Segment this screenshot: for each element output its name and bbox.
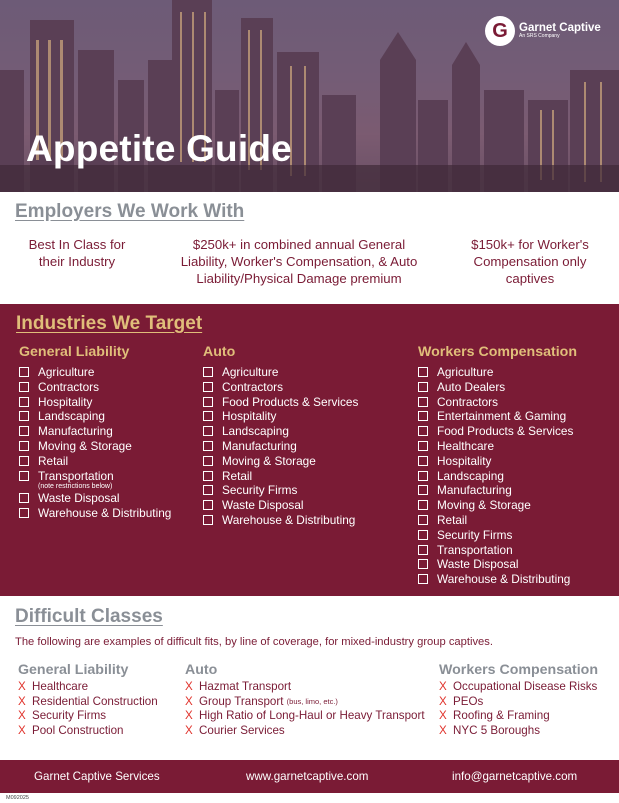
checkbox-icon [203, 382, 213, 392]
checkbox-icon [19, 441, 29, 451]
checklist-item: Waste Disposal [203, 498, 358, 513]
footer-company: Garnet Captive Services [34, 770, 160, 783]
checklist-item: Contractors [19, 380, 171, 395]
checkbox-icon [19, 411, 29, 421]
checkbox-icon [418, 456, 428, 466]
gl-difficult-title: General Liability [18, 662, 129, 678]
checklist-item: Manufacturing [19, 424, 171, 439]
x-icon: X [185, 694, 193, 708]
checkbox-icon [203, 456, 213, 466]
x-icon: X [18, 724, 26, 738]
brand-logo-icon: G [485, 16, 515, 46]
checkbox-icon [418, 545, 428, 555]
footer [0, 760, 619, 793]
checkbox-icon [418, 471, 428, 481]
wc-difficult-column [439, 662, 598, 739]
checkbox-icon [19, 508, 29, 518]
x-icon: X [185, 709, 193, 723]
x-icon: X [18, 709, 26, 723]
difficult-item: X High Ratio of Long-Haul or Heavy Transport [185, 709, 425, 723]
checklist-item: Agriculture [418, 365, 577, 380]
checkbox-icon [418, 367, 428, 377]
difficult-item: X Courier Services [185, 724, 285, 738]
checklist-item: Moving & Storage [418, 498, 577, 513]
checklist-item: Transportation [418, 543, 577, 558]
x-icon: X [439, 709, 447, 723]
difficult-item: X PEOs [439, 694, 484, 708]
difficult-classes-heading: Difficult Classes [15, 606, 163, 627]
difficult-item: X NYC 5 Boroughs [439, 724, 540, 738]
checklist-item: Retail [203, 469, 358, 484]
checklist-item: Hospitality [19, 395, 171, 410]
auto-target-column [203, 344, 358, 528]
employer-criterion: $250k+ in combined annual General Liability, Worker's Compensation, & Auto Liability/Physical Damage premium [180, 237, 418, 286]
checkbox-icon [203, 411, 213, 421]
checklist-item: Agriculture [203, 365, 358, 380]
wc-difficult-title: Workers Compensation [439, 662, 598, 678]
x-icon: X [185, 724, 193, 738]
checkbox-icon [418, 500, 428, 510]
checklist-item: Security Firms [418, 528, 577, 543]
checkbox-icon [19, 382, 29, 392]
checklist-item: Moving & Storage [203, 454, 358, 469]
employer-criterion: $150k+ for Worker's Compensation only captives [471, 237, 589, 286]
checkbox-icon [203, 367, 213, 377]
footer-email-link[interactable]: info@garnetcaptive.com [452, 770, 578, 783]
checklist-item: Food Products & Services [203, 395, 358, 410]
checklist-item: Agriculture [19, 365, 171, 380]
restriction-note: (note restrictions below) [38, 483, 113, 491]
checklist-item: Healthcare [418, 439, 577, 454]
checklist-item: Retail [19, 454, 171, 469]
checklist-item: Warehouse & Distributing [19, 506, 171, 521]
gl-difficult-column [18, 662, 158, 739]
checkbox-icon [418, 441, 428, 451]
hero-banner [0, 0, 619, 192]
x-icon: X [18, 680, 26, 693]
industries-heading: Industries We Target [16, 313, 203, 334]
checklist-item: Warehouse & Distributing [418, 572, 577, 587]
checkbox-icon [19, 456, 29, 466]
checklist-item: Hospitality [418, 454, 577, 469]
wc-target-title: Workers Compensation [418, 344, 577, 360]
x-icon: X [185, 680, 193, 693]
checkbox-icon [418, 559, 428, 569]
checklist-item: Security Firms [203, 483, 358, 498]
checklist-item: Transportation (note restrictions below) [19, 469, 171, 492]
difficult-item: X Pool Construction [18, 724, 124, 738]
difficult-item: X Occupational Disease Risks [439, 680, 598, 693]
group-transport-note: (bus, limo, etc.) [286, 696, 338, 706]
x-icon: X [18, 694, 26, 708]
gl-target-column [19, 344, 171, 521]
document-code: M092025 [6, 795, 29, 801]
checklist-item: Landscaping [203, 424, 358, 439]
x-icon: X [439, 724, 447, 738]
checkbox-icon [418, 515, 428, 525]
checkbox-icon [418, 411, 428, 421]
checklist-item: Entertainment & Gaming [418, 409, 577, 424]
checklist-item: Waste Disposal [19, 491, 171, 506]
checkbox-icon [19, 493, 29, 503]
auto-difficult-column [185, 662, 425, 739]
difficult-item: X Hazmat Transport [185, 680, 292, 693]
auto-target-title: Auto [203, 344, 236, 360]
footer-website-link[interactable]: www.garnetcaptive.com [246, 770, 369, 783]
checklist-item: Auto Dealers [418, 380, 577, 395]
checklist-item: Waste Disposal [418, 557, 577, 572]
difficult-classes-intro: The following are examples of difficult fits, by line of coverage, for mixed-industry group captives. [15, 636, 493, 648]
checkbox-icon [19, 426, 29, 436]
gl-target-title: General Liability [19, 344, 130, 360]
checkbox-icon [418, 426, 428, 436]
employers-heading: Employers We Work With [15, 201, 245, 222]
checkbox-icon [418, 485, 428, 495]
checklist-item: Manufacturing [418, 483, 577, 498]
difficult-item: X Roofing & Framing [439, 709, 550, 723]
checkbox-icon [203, 397, 213, 407]
page-title: Appetite Guide [26, 128, 292, 169]
checklist-item: Food Products & Services [418, 424, 577, 439]
checklist-item: Manufacturing [203, 439, 358, 454]
checklist-item: Hospitality [203, 409, 358, 424]
checklist-item: Contractors [203, 380, 358, 395]
checklist-item: Landscaping [418, 469, 577, 484]
checkbox-icon [418, 382, 428, 392]
checkbox-icon [203, 426, 213, 436]
employer-criterion: Best In Class for their Industry [28, 237, 126, 269]
checkbox-icon [418, 397, 428, 407]
checkbox-icon [19, 471, 29, 481]
auto-difficult-title: Auto [185, 662, 218, 678]
checkbox-icon [203, 485, 213, 495]
checklist-item: Moving & Storage [19, 439, 171, 454]
checklist-item: Warehouse & Distributing [203, 513, 358, 528]
checkbox-icon [203, 515, 213, 525]
checklist-item: Retail [418, 513, 577, 528]
difficult-item: X Residential Construction [18, 694, 158, 708]
x-icon: X [439, 694, 447, 708]
checklist-item: Landscaping [19, 409, 171, 424]
x-icon: X [439, 680, 447, 693]
checkbox-icon [418, 574, 428, 584]
checkbox-icon [203, 471, 213, 481]
industries-section [0, 304, 619, 596]
difficult-item: X Security Firms [18, 709, 107, 723]
brand-tagline: An SRS Company [519, 33, 560, 40]
checkbox-icon [418, 530, 428, 540]
checkbox-icon [203, 500, 213, 510]
brand-name: Garnet Captive [519, 21, 601, 34]
checkbox-icon [203, 441, 213, 451]
checklist-item: Contractors [418, 395, 577, 410]
checkbox-icon [19, 397, 29, 407]
brand-logo [485, 16, 601, 46]
wc-target-column [418, 344, 577, 587]
difficult-item: X Healthcare [18, 680, 89, 693]
checkbox-icon [19, 367, 29, 377]
difficult-item: X Group Transport (bus, limo, etc.) [185, 694, 338, 708]
